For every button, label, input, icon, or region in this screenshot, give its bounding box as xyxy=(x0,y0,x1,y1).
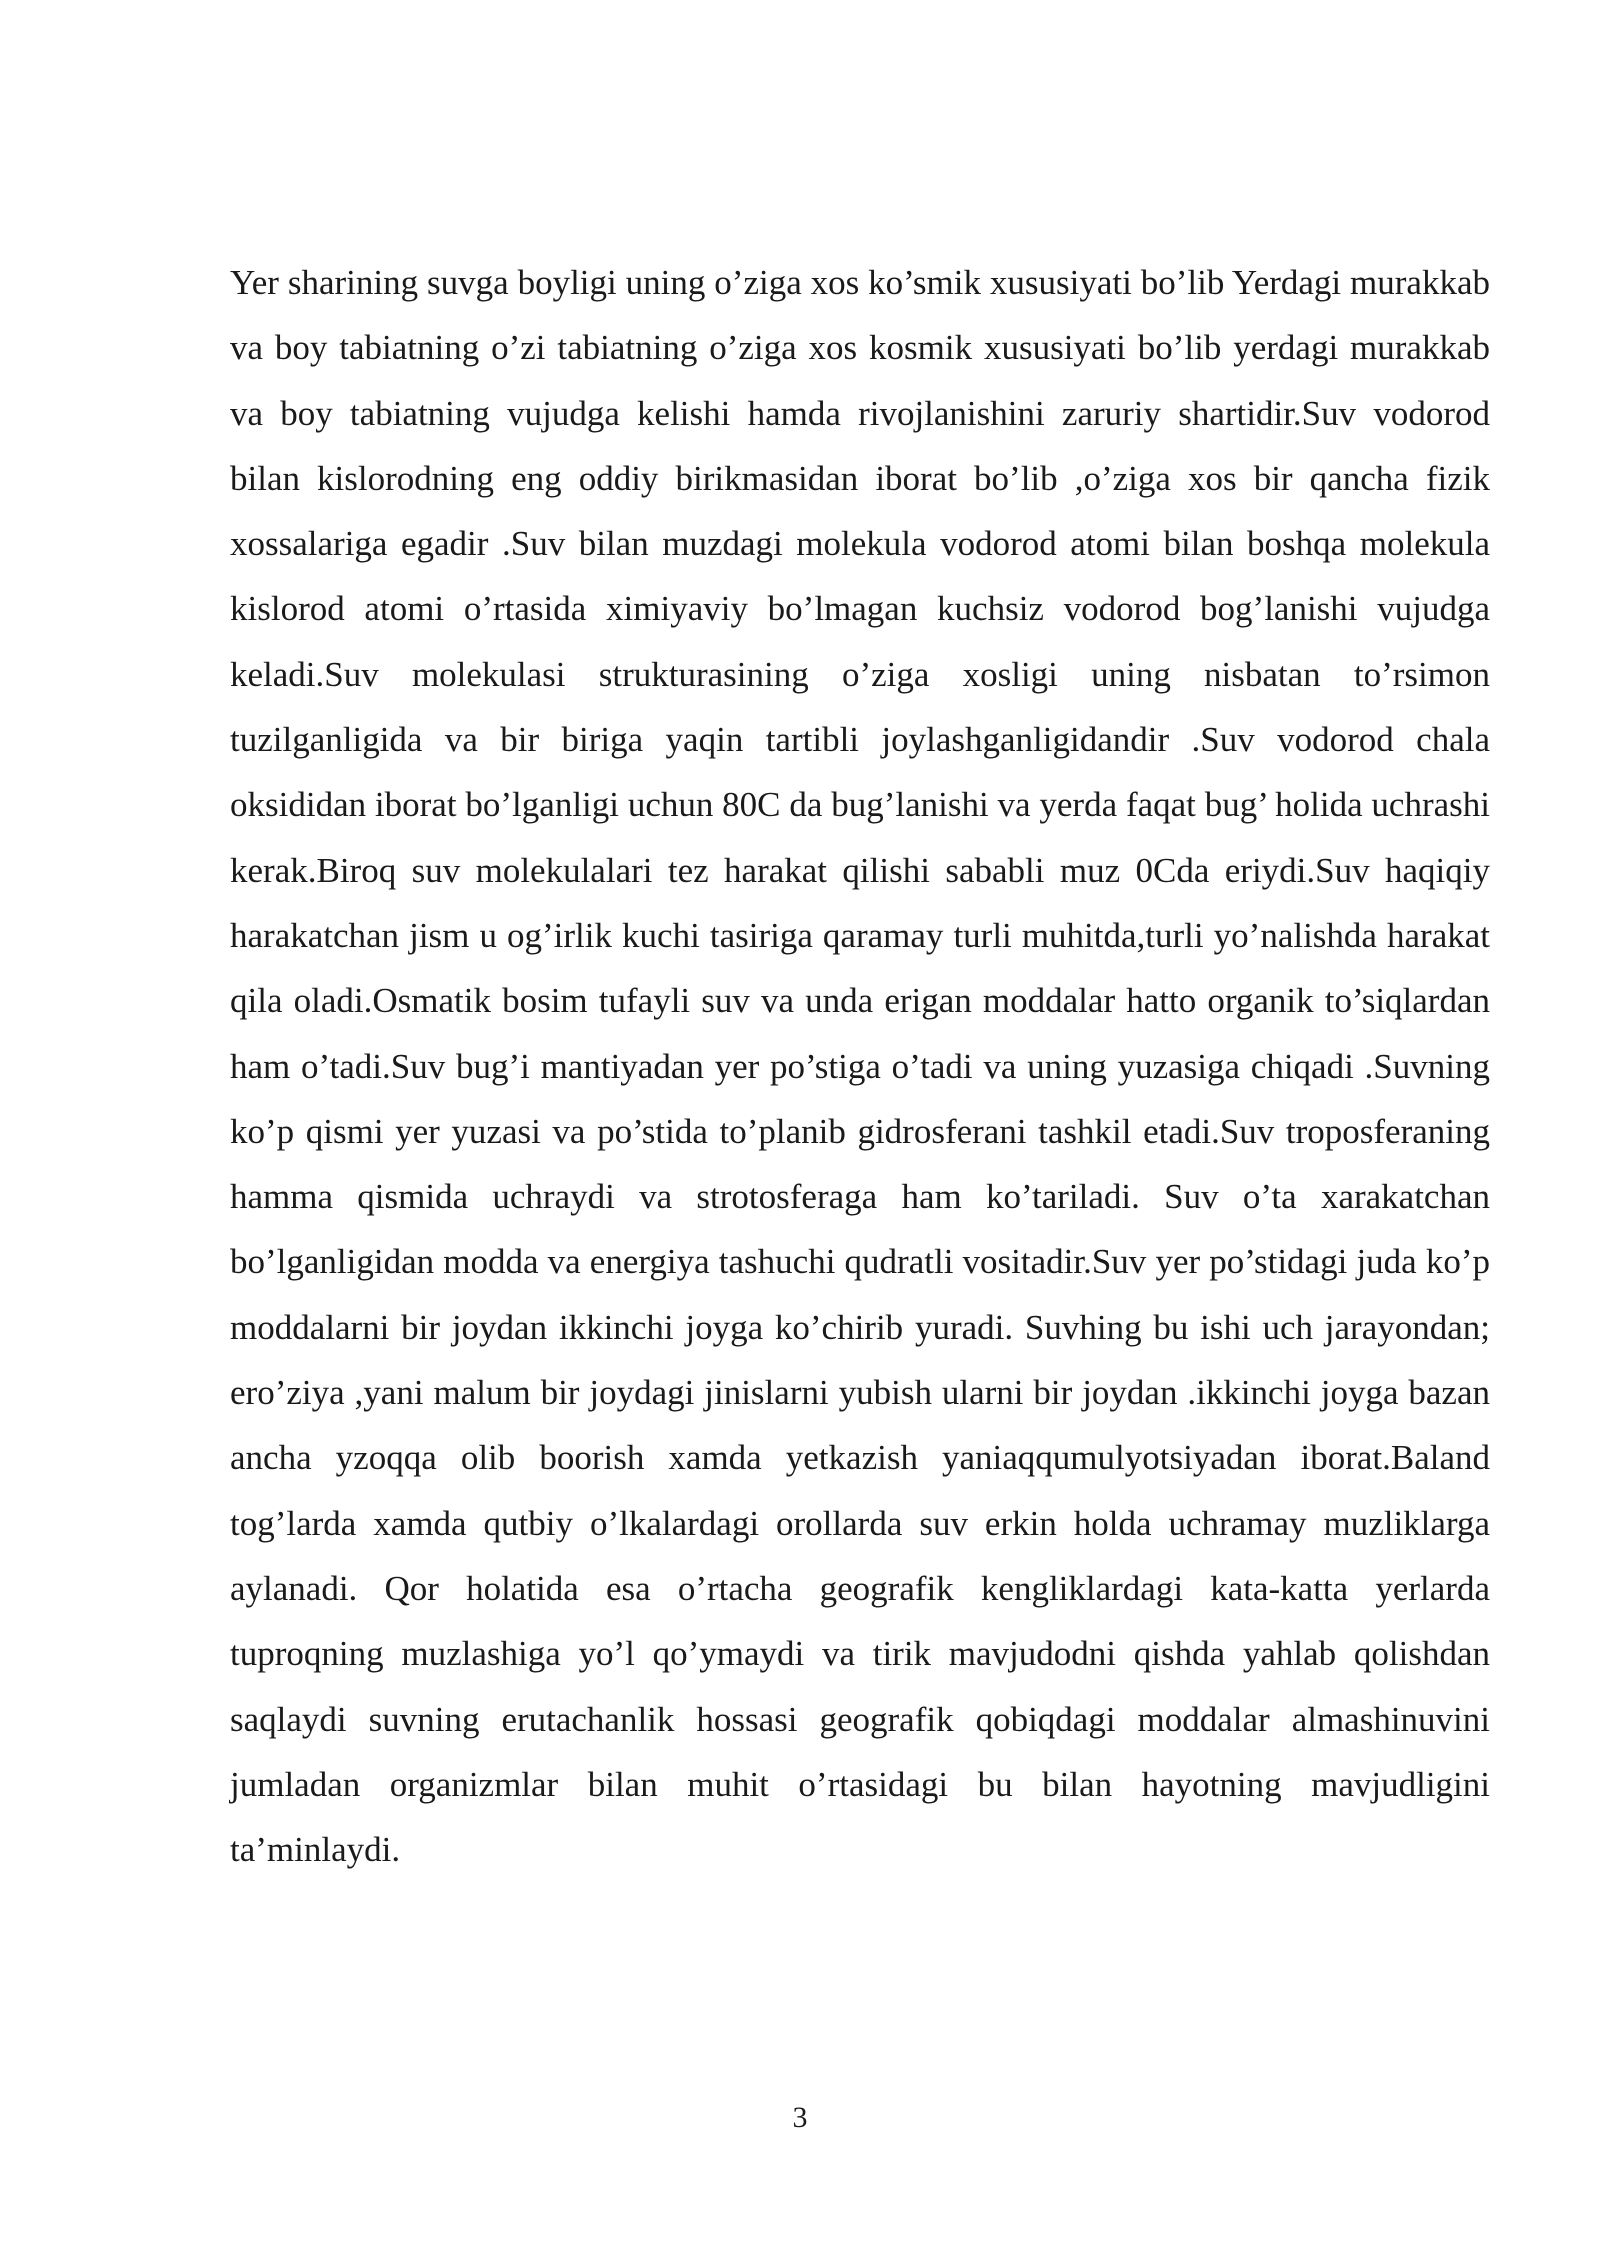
page-number: 3 xyxy=(792,2101,808,2134)
body-paragraph: Yer sharining suvga boyligi uning o’ziga xos ko’smik xususiyati bo’lib Yerdagi murakkab va boy tabiatning o’zi tabiatning o’ziga xos kosmik xususiyati bo’lib yerdagi murakkab va boy tabiatning vujudga kelishi hamda rivojlanishini zaruriy shartidir.Suv vodorod bilan kislorodning eng oddiy birikmasidan iborat bo’lib ,o’ziga xos bir qancha fizik xossalariga egadir .Suv bilan muzdagi molekula vodorod atomi bilan boshqa molekula kislorod atomi o’rtasida ximiyaviy bo’lmagan kuchsiz vodorod bog’lanishi vujudga keladi.Suv molekulasi strukturasining o’ziga xosligi uning nisbatan to’rsimon tuzilganligida va bir biriga yaqin tartibli joylashganligidandir .Suv vodorod chala oksididan iborat bo’lganligi uchun 80C da bug’lanishi va yerda faqat bug’ holida uchrashi kerak.Biroq suv molekulalari tez harakat qilishi sababli muz 0Cda eriydi.Suv haqiqiy harakatchan jism u og’irlik kuchi tasiriga qaramay turli muhitda,turli yo’nalishda harakat qila oladi.Osmatik bosim tufayli suv va unda erigan moddalar hatto organik to’siqlardan ham o’tadi.Suv bug’i mantiyadan yer po’stiga o’tadi va uning yuzasiga chiqadi .Suvning ko’p qismi yer yuzasi va po’stida to’planib gidrosferani tashkil etadi.Suv troposferaning hamma qismida uchraydi va strotosferaga ham ko’tariladi. Suv o’ta xarakatchan bo’lganligidan modda va energiya tashuchi qudratli vositadir.Suv yer po’stidagi juda ko’p moddalarni bir joydan ikkinchi joyga ko’chirib yuradi. Suvhing bu ishi uch jarayondan; ero’ziya ,yani malum bir joydagi jinislarni yubish ularni bir joydan .ikkinchi joyga bazan ancha yzoqqa olib boorish xamda yetkazish yaniaqqumulyotsiyadan iborat.Baland tog’larda xamda qutbiy o’lkalardagi orollarda suv erkin holda uchramay muzliklarga aylanadi. Qor holatida esa o’rtacha geografik kengliklardagi kata-katta yerlarda tuproqning muzlashiga yo’l qo’ymaydi va tirik mavjudodni qishda yahlab qolishdan saqlaydi suvning erutachanlik hossasi geografik qobiqdagi moddalar almashinuvini jumladan organizmlar bilan muhit o’rtasidagi bu bilan hayotning mavjudligini ta’minlaydi. xyxy=(230,263,1490,1870)
